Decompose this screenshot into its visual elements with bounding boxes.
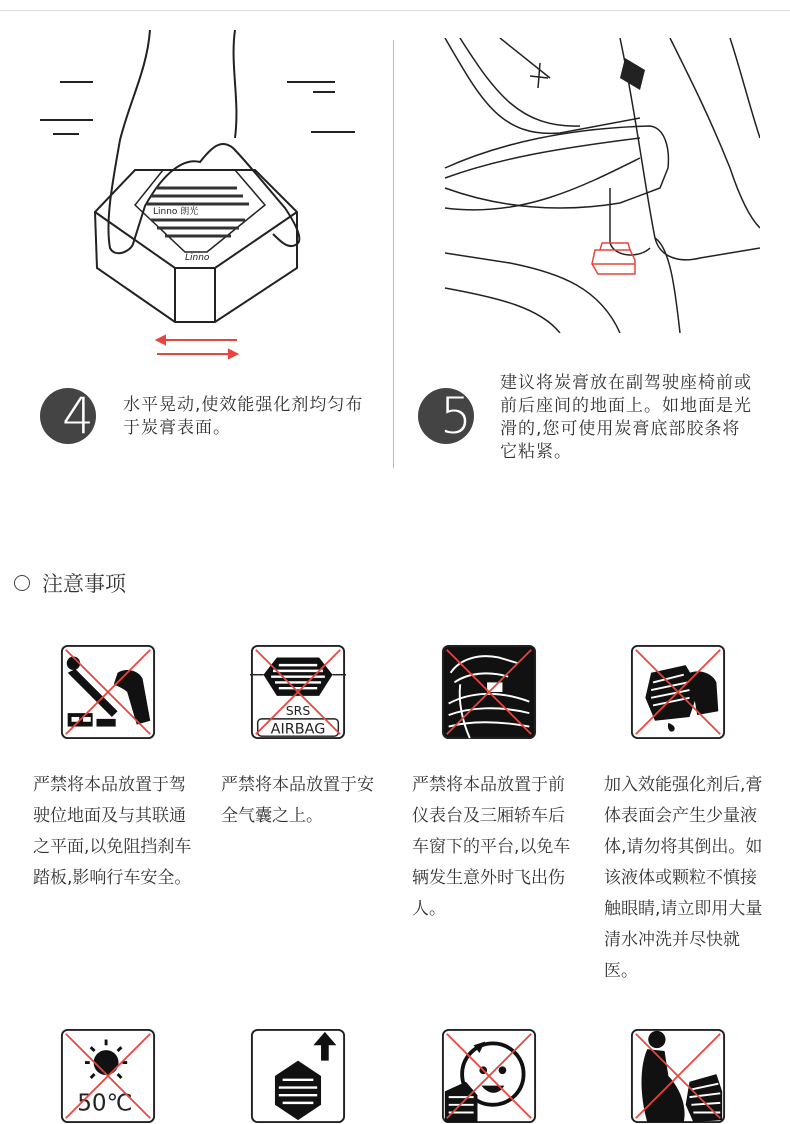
airbag-label: AIRBAG (270, 721, 326, 738)
column-divider (393, 40, 394, 468)
step-5-number: 5 (418, 388, 474, 444)
top-divider (0, 10, 790, 11)
warning-text-1: 严禁将本品放置于驾驶位地面及与其联通之平面,以免阻挡刹车踏板,影响行车安全。 (33, 775, 192, 888)
warning-text-4: 加入效能强化剂后,膏体表面会产生少量液体,请勿将其倒出。如该液体或颗粒不慎接触眼睛,请立即用大量清水冲洗并尽快就医。 (604, 775, 763, 981)
heat-label: 50℃ (77, 1090, 133, 1117)
circle-bullet-icon (14, 575, 30, 591)
no-airbag-icon (250, 644, 346, 740)
shake-box-illustration (35, 30, 365, 365)
no-pregnant-icon (630, 1028, 726, 1124)
no-dashboard-icon (441, 644, 537, 740)
no-heat-icon (60, 1028, 156, 1124)
box-brand: Linno (185, 253, 210, 263)
notes-title-text: 注意事项 (42, 572, 126, 596)
notes-title (14, 568, 126, 598)
no-pour-liquid-icon (630, 644, 726, 740)
keep-upright-icon (250, 1028, 346, 1124)
step-4-text: 水平晃动,使效能强化剂均匀布于炭膏表面。 (123, 395, 364, 438)
keep-from-children-icon (441, 1028, 537, 1124)
warning-text-2: 严禁将本品放置于安全气囊之上。 (221, 775, 374, 826)
no-driver-floor-icon (60, 644, 156, 740)
srs-label: SRS (285, 703, 311, 719)
step-4-number: 4 (40, 388, 96, 444)
warning-text-3: 严禁将本品放置于前仪表台及三厢轿车后车窗下的平台,以免车辆发生意外时飞出伤人。 (412, 775, 571, 919)
step-5-text: 建议将炭膏放在副驾驶座椅前或前后座间的地面上。如地面是光滑的,您可使用炭膏底部胶条将它粘紧。 (500, 373, 752, 462)
car-interior-illustration (440, 38, 760, 333)
box-logo: Linno 朗光 (153, 207, 199, 217)
